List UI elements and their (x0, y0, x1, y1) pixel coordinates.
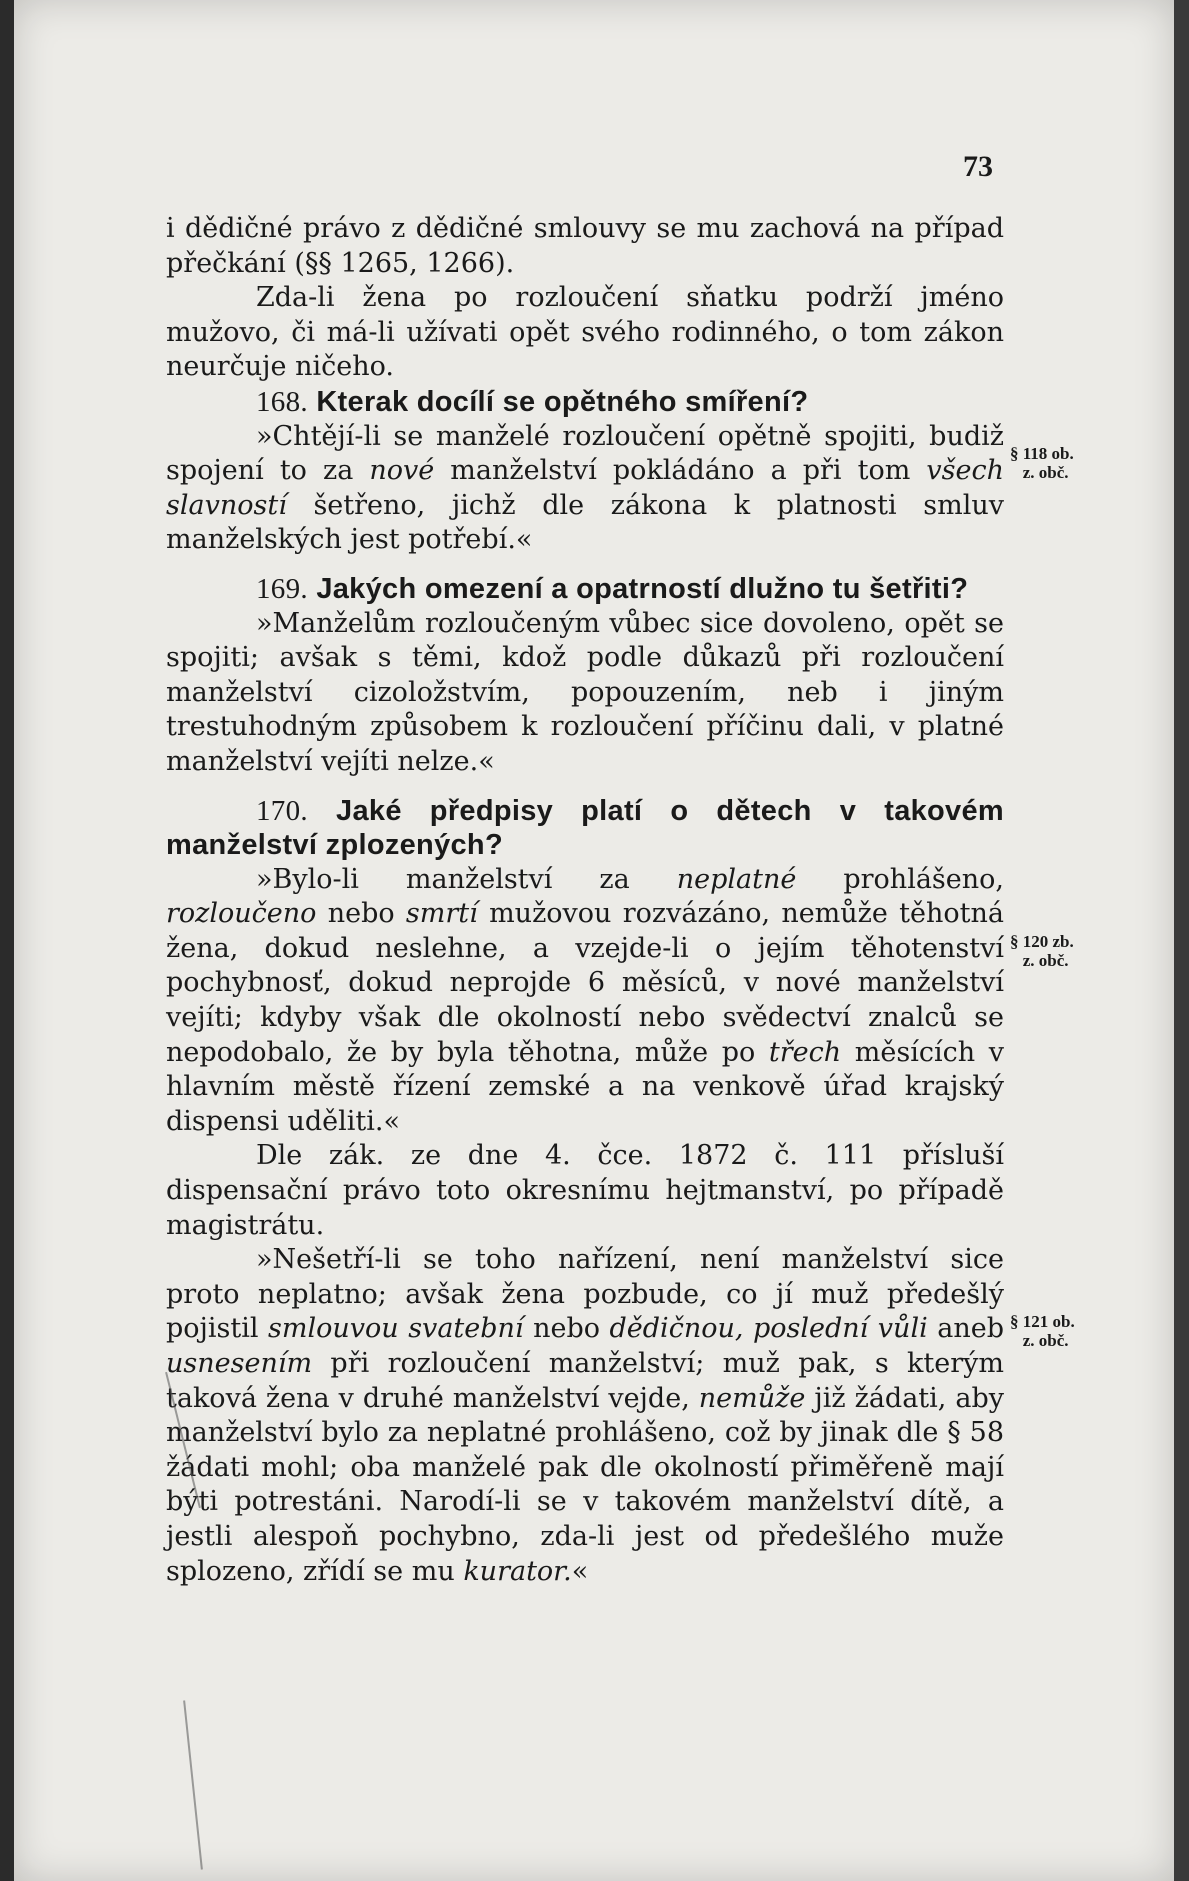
italic-run: smlouvou svatební (268, 1313, 524, 1345)
text-run: nebo (523, 1313, 610, 1345)
italic-run: kurator. (463, 1555, 572, 1587)
italic-run: neplatné (676, 863, 797, 895)
italic-run: dědičnou, poslední vůli (609, 1313, 928, 1345)
text-run: šetřeno, jichž dle zákona k platnosti smluv manželských jest potřebí.« (166, 489, 1004, 556)
text-run: « (571, 1555, 589, 1587)
italic-run: nemůže (698, 1382, 806, 1414)
section-169-title: Jakých omezení a opatrností dlužno tu šetřiti? (316, 572, 969, 605)
italic-run: všech slavností (166, 455, 1004, 521)
section-170-heading (166, 794, 1004, 863)
italic-run: usnesením (166, 1348, 313, 1379)
text-run: aneb (927, 1313, 1004, 1345)
text-run: »Bylo-li manželství za (256, 863, 677, 895)
paragraph-170-text (166, 863, 1004, 1140)
italic-run: nové (369, 455, 435, 487)
italic-run: rozloučeno (166, 898, 317, 930)
text-run: »Chtějí-li se manželé rozloučení opětně spojiti, budiž spojení to za (166, 420, 1004, 487)
text-run: nebo (316, 898, 406, 930)
text-run: již žádati, aby manželství bylo za neplatné prohlášeno, což by jinak dle § 58 žádati mohl; oba manželé pak dle okolností přiměřeně mají býti potrestáni. Narodí-li se v takovém manželství dítě, a jestli alespoň pochybno, zda-li jest od předešlého muže splozeno, zřídí se mu (166, 1382, 1004, 1587)
section-170-title: Jaké předpisy platí o dětech v takovém manželství zplozených? (166, 794, 1005, 862)
paragraph-dispensation-law: Dle zák. ze dne 4. čce. 1872 č. 111 přísluší dispensační právo toto okresnímu hejtmanství, po případě magistrátu. (166, 1140, 1004, 1241)
scan-left-edge (0, 0, 14, 1881)
book-page (14, 0, 1174, 1881)
paragraph-168-text (166, 420, 1004, 558)
text-run: »Nešetří-li se toho nařízení, není manželství sice proto neplatno; avšak žena pozbude, co jí muž předešlý pojistil (166, 1244, 1004, 1345)
text-run: při rozloučení manželství; muž pak, s kterým taková žena v druhé manželství vejde, (166, 1348, 1004, 1414)
section-168-title: Kterak docílí se opětného smíření? (316, 385, 809, 418)
section-170-number: 170. (256, 794, 308, 827)
italic-run: třech (768, 1036, 842, 1068)
margin-note-120: § 120 zb. z. obč. (1010, 932, 1074, 970)
text-run: mužovou rozvázáno, nemůže těhotná žena, dokud neslehne, a vzejde-li o jejím těhotenství pochybnosť, dokud neprojde 6 měsíců, v nové manželství vejíti; kdyby však dle okolností nebo svědectví znalců se nepodobalo, že by byla těhotna, může po (166, 898, 1004, 1068)
paragraph-penalties (166, 1243, 1004, 1589)
section-169-number: 169. (256, 572, 308, 605)
page-number: 73 (963, 150, 993, 183)
text-run: manželství pokládáno a při tom (434, 455, 927, 487)
section-168-number: 168. (256, 385, 308, 418)
paragraph-continued: i dědičné právo z dědičné smlouvy se mu zachová na případ přečkání (§§ 1265, 1266). (166, 213, 1004, 279)
paragraph-name-after-divorce: Zda-li žena po rozloučení sňatku podrží jméno mužovo, či má-li užívati opět svého rodinného, o tom zákon neurčuje ničeho. (166, 282, 1004, 383)
paragraph-169-text: »Manželům rozloučeným vůbec sice dovoleno, opět se spojiti; avšak s těmi, kdož podle důkazů při rozloučení manželství cizoložstvím, popouzením, neb i jiným trestuhodným způsobem k rozloučení příčinu dali, v platné manželství vejíti nelze.« (166, 607, 1004, 777)
margin-note-121: § 121 ob. z. obč. (1010, 1312, 1075, 1350)
scan-right-edge (1174, 0, 1189, 1881)
text-run: měsících v hlavním městě řízení zemské a na venkově úřad krajský dispensi uděliti.« (166, 1036, 1005, 1137)
text-run: prohlášeno, (796, 863, 1004, 895)
italic-run: smrtí (405, 898, 478, 930)
scan-scratch-mark (183, 1700, 203, 1869)
page-body (166, 212, 1004, 1589)
margin-note-118: § 118 ob. z. obč. (1010, 444, 1074, 482)
section-169-heading (166, 572, 1004, 607)
section-168-heading (166, 385, 1004, 420)
